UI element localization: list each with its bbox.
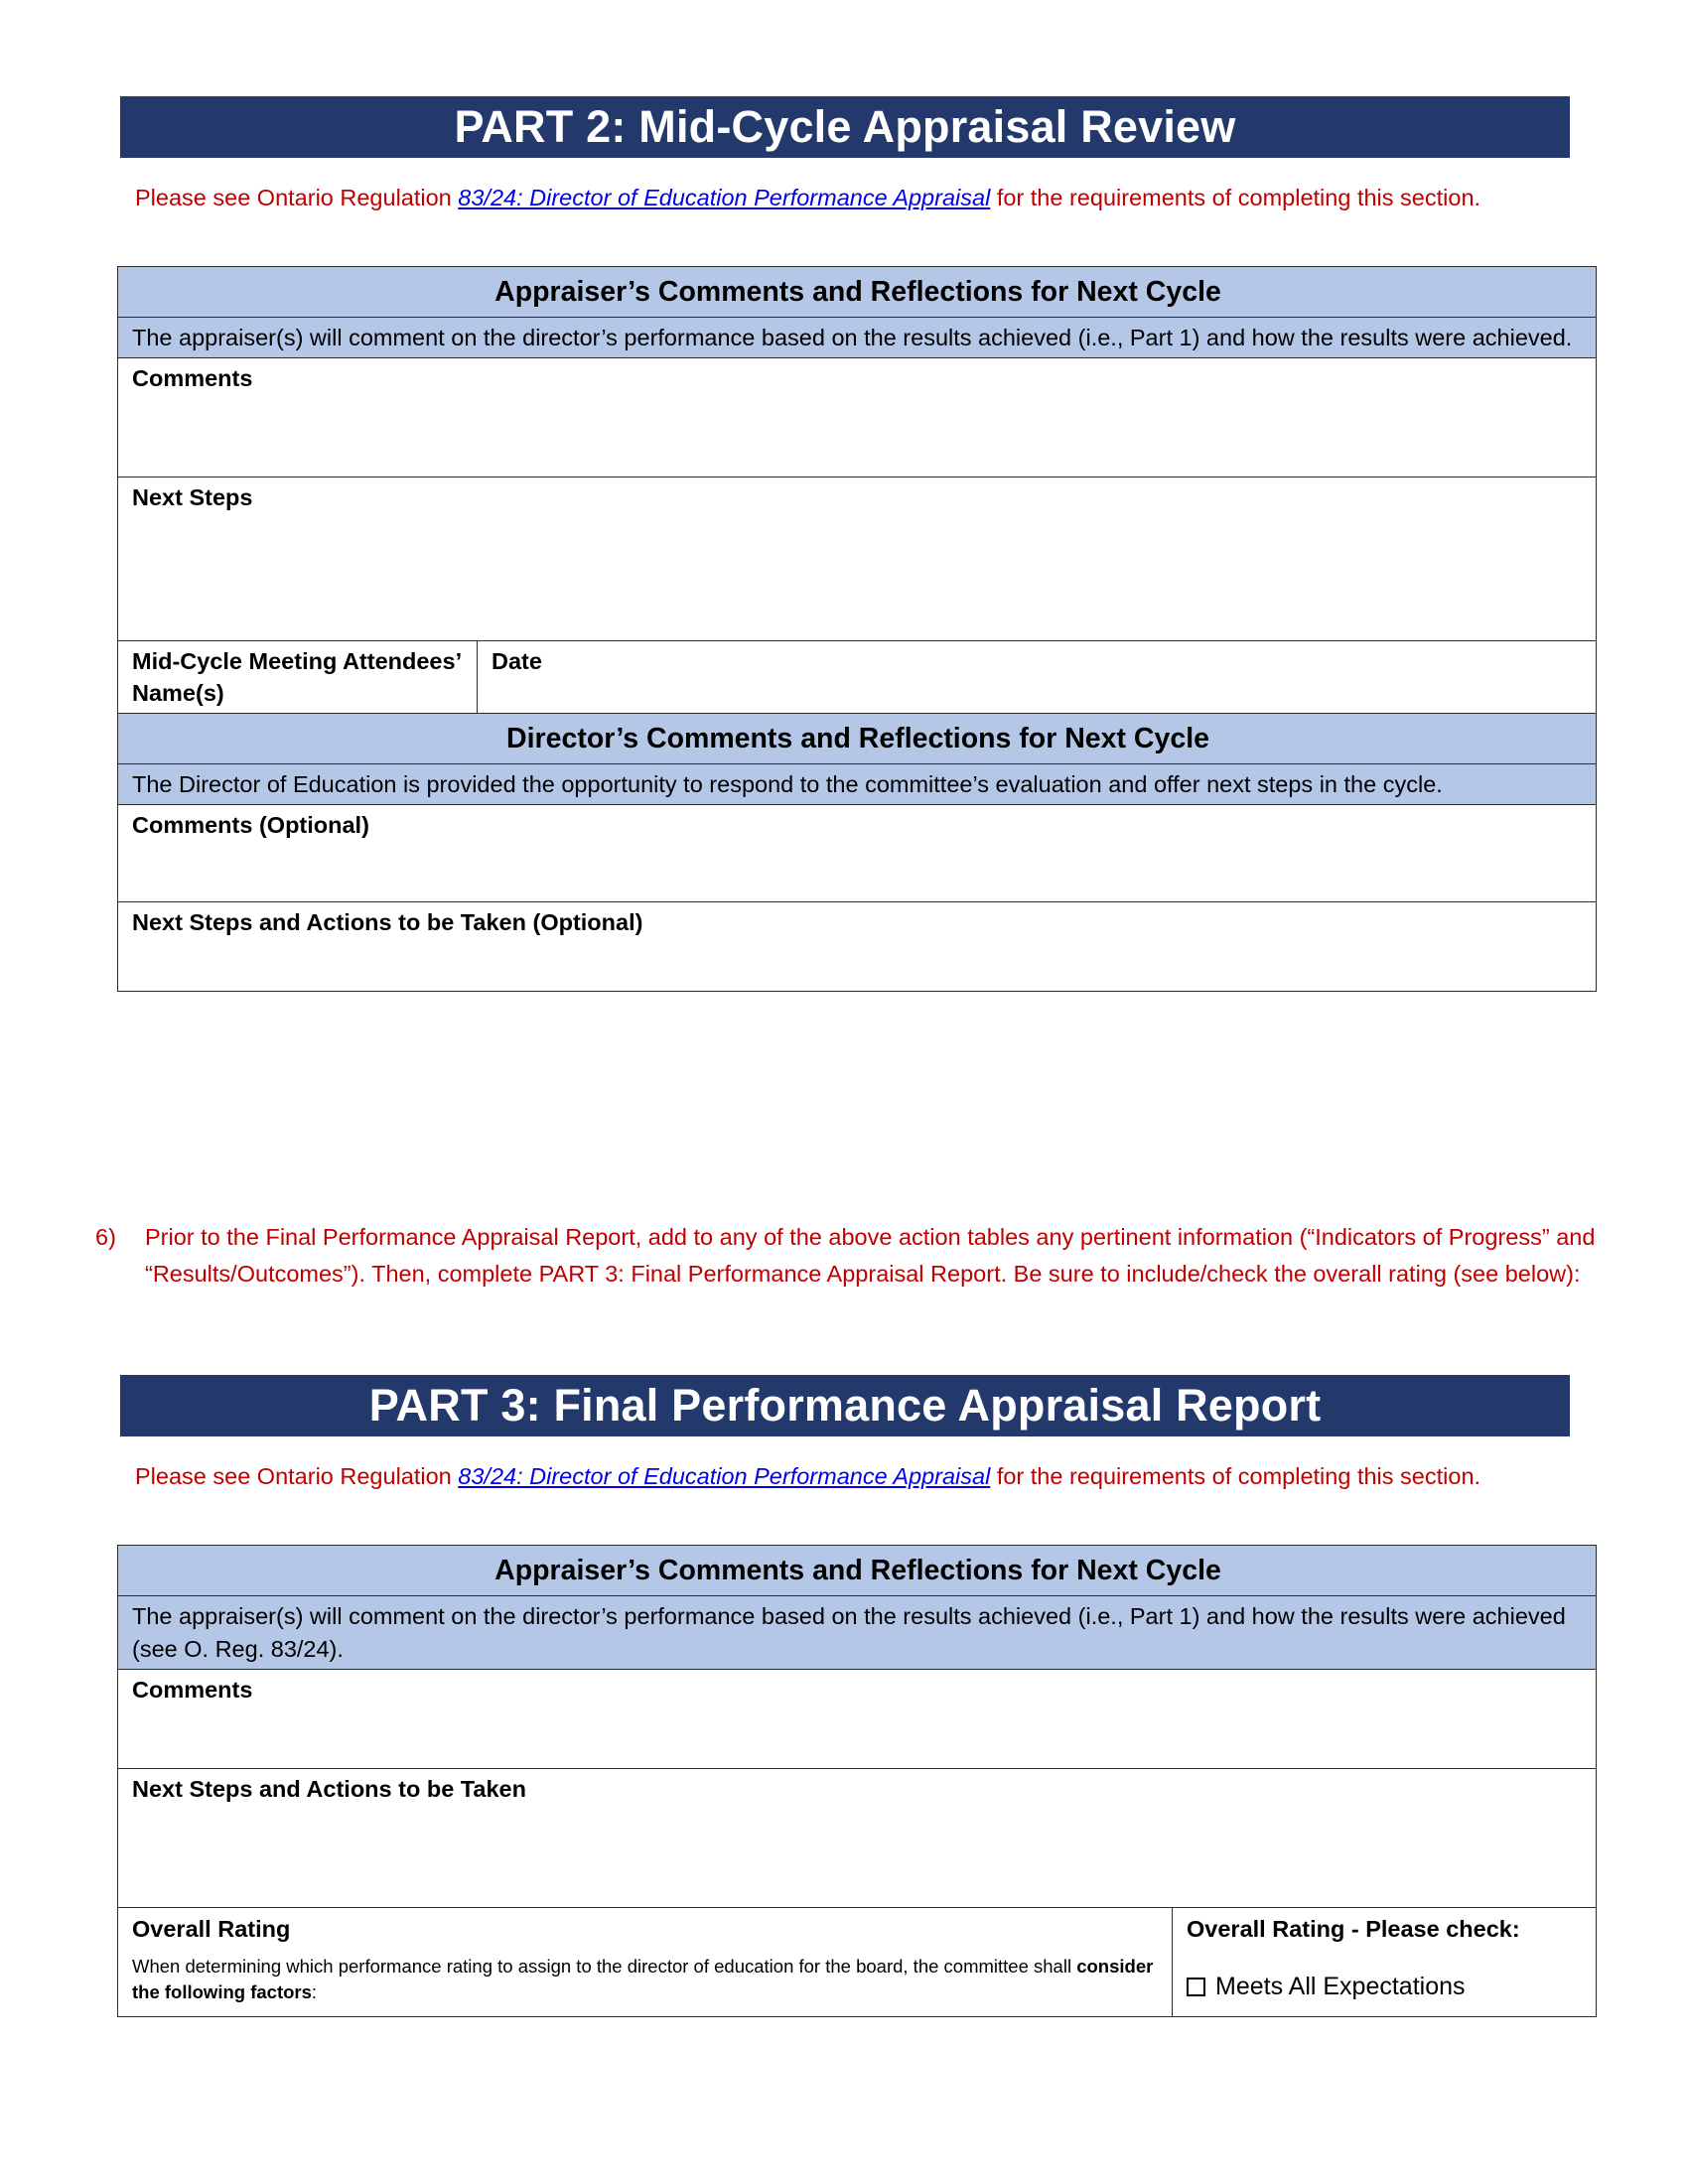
part2-director-next-steps-label: Next Steps and Actions to be Taken (Optional) (132, 909, 643, 935)
instruction-item-text: Prior to the Final Performance Appraisal Report, add to any of the above action tables any pertinent information (“Indicators of Progress” and “Results/Outcomes”). Then, complete PART 3: Final Performance Appraisal Report. Be sure to include/check the overall rating (see below): (145, 1224, 1596, 1287)
part2-appraiser-comments-label: Comments (132, 365, 253, 391)
part3-regulation-link[interactable]: 83/24: Director of Education Performance Appraisal (458, 1463, 991, 1489)
part2-appraiser-section-heading: Appraiser’s Comments and Reflections for Next Cycle (118, 267, 1597, 318)
rating-desc-after: : (311, 1981, 318, 2002)
part2-director-section-description: The Director of Education is provided the opportunity to respond to the committee’s evaluation and offer next steps in the cycle. (118, 764, 1597, 805)
part2-director-comments-cell[interactable] (118, 805, 1597, 902)
part3-reg-note-before: Please see Ontario Regulation (135, 1463, 459, 1489)
part3-rating-check-cell (1173, 1908, 1597, 2017)
part2-regulation-link[interactable]: 83/24: Director of Education Performance Appraisal (458, 185, 991, 210)
part2-date-label: Date (492, 648, 542, 674)
part2-banner-title: PART 2: Mid-Cycle Appraisal Review (120, 96, 1570, 158)
part3-comments-cell[interactable] (118, 1670, 1597, 1769)
part3-next-steps-cell[interactable] (118, 1769, 1597, 1908)
part2-appraiser-comments-cell[interactable] (118, 358, 1597, 478)
table-row (118, 764, 1597, 805)
table-row (118, 641, 1597, 714)
instruction-item-marker: 6) (95, 1224, 116, 1250)
part2-reg-note-after: for the requirements of completing this section. (990, 185, 1481, 210)
part3-overall-rating-description (132, 1954, 1160, 2005)
part2-reg-note-before: Please see Ontario Regulation (135, 185, 459, 210)
part3-next-steps-label: Next Steps and Actions to be Taken (132, 1776, 526, 1802)
table-row (118, 1769, 1597, 1908)
table-row (118, 1546, 1597, 1596)
part3-appraiser-section-heading: Appraiser’s Comments and Reflections for Next Cycle (118, 1546, 1597, 1596)
table-row (118, 1908, 1597, 2017)
table-row (118, 1670, 1597, 1769)
part2-attendees-cell[interactable] (118, 641, 478, 714)
table-row (118, 714, 1597, 764)
part2-form-table (117, 266, 1597, 992)
rating-desc-bold: consider the following factors (132, 1956, 1154, 2002)
rating-option-label: Meets All Expectations (1215, 1973, 1466, 2000)
part2-appraiser-section-description: The appraiser(s) will comment on the director’s performance based on the results achieved (i.e., Part 1) and how the results were achieved. (118, 318, 1597, 358)
table-row (118, 805, 1597, 902)
part2-date-cell[interactable] (478, 641, 1597, 714)
part3-form-table (117, 1545, 1597, 2017)
rating-option-meets-all-expectations[interactable] (1187, 1970, 1584, 2003)
table-row (118, 267, 1597, 318)
table-row (118, 478, 1597, 641)
part2-regulation-note (135, 180, 1575, 215)
part3-appraiser-section-description: The appraiser(s) will comment on the director’s performance based on the results achieved (i.e., Part 1) and how the results were achieved (see O. Reg. 83/24). (118, 1596, 1597, 1670)
part3-reg-note-after: for the requirements of completing this section. (990, 1463, 1481, 1489)
part3-overall-rating-label: Overall Rating (132, 1916, 291, 1942)
instruction-item-6 (95, 1219, 1605, 1292)
part2-director-next-steps-cell[interactable] (118, 902, 1597, 992)
part2-attendees-label: Mid-Cycle Meeting Attendees’ Name(s) (132, 648, 461, 706)
table-row (118, 1596, 1597, 1670)
part2-appraiser-next-steps-cell[interactable] (118, 478, 1597, 641)
part2-appraiser-next-steps-label: Next Steps (132, 484, 253, 510)
part2-director-section-heading: Director’s Comments and Reflections for Next Cycle (118, 714, 1597, 764)
part3-regulation-note (135, 1458, 1575, 1494)
part3-rating-check-heading: Overall Rating - Please check: (1187, 1916, 1520, 1942)
rating-desc-before: When determining which performance rating to assign to the director of education for the board, the committee shall (132, 1956, 1077, 1977)
table-row (118, 318, 1597, 358)
part2-director-comments-label: Comments (Optional) (132, 812, 369, 838)
table-row (118, 902, 1597, 992)
table-row (118, 358, 1597, 478)
checkbox-icon[interactable] (1187, 1978, 1205, 1996)
part3-banner-title: PART 3: Final Performance Appraisal Report (120, 1375, 1570, 1436)
part3-comments-label: Comments (132, 1677, 253, 1703)
part3-overall-rating-cell (118, 1908, 1173, 2017)
